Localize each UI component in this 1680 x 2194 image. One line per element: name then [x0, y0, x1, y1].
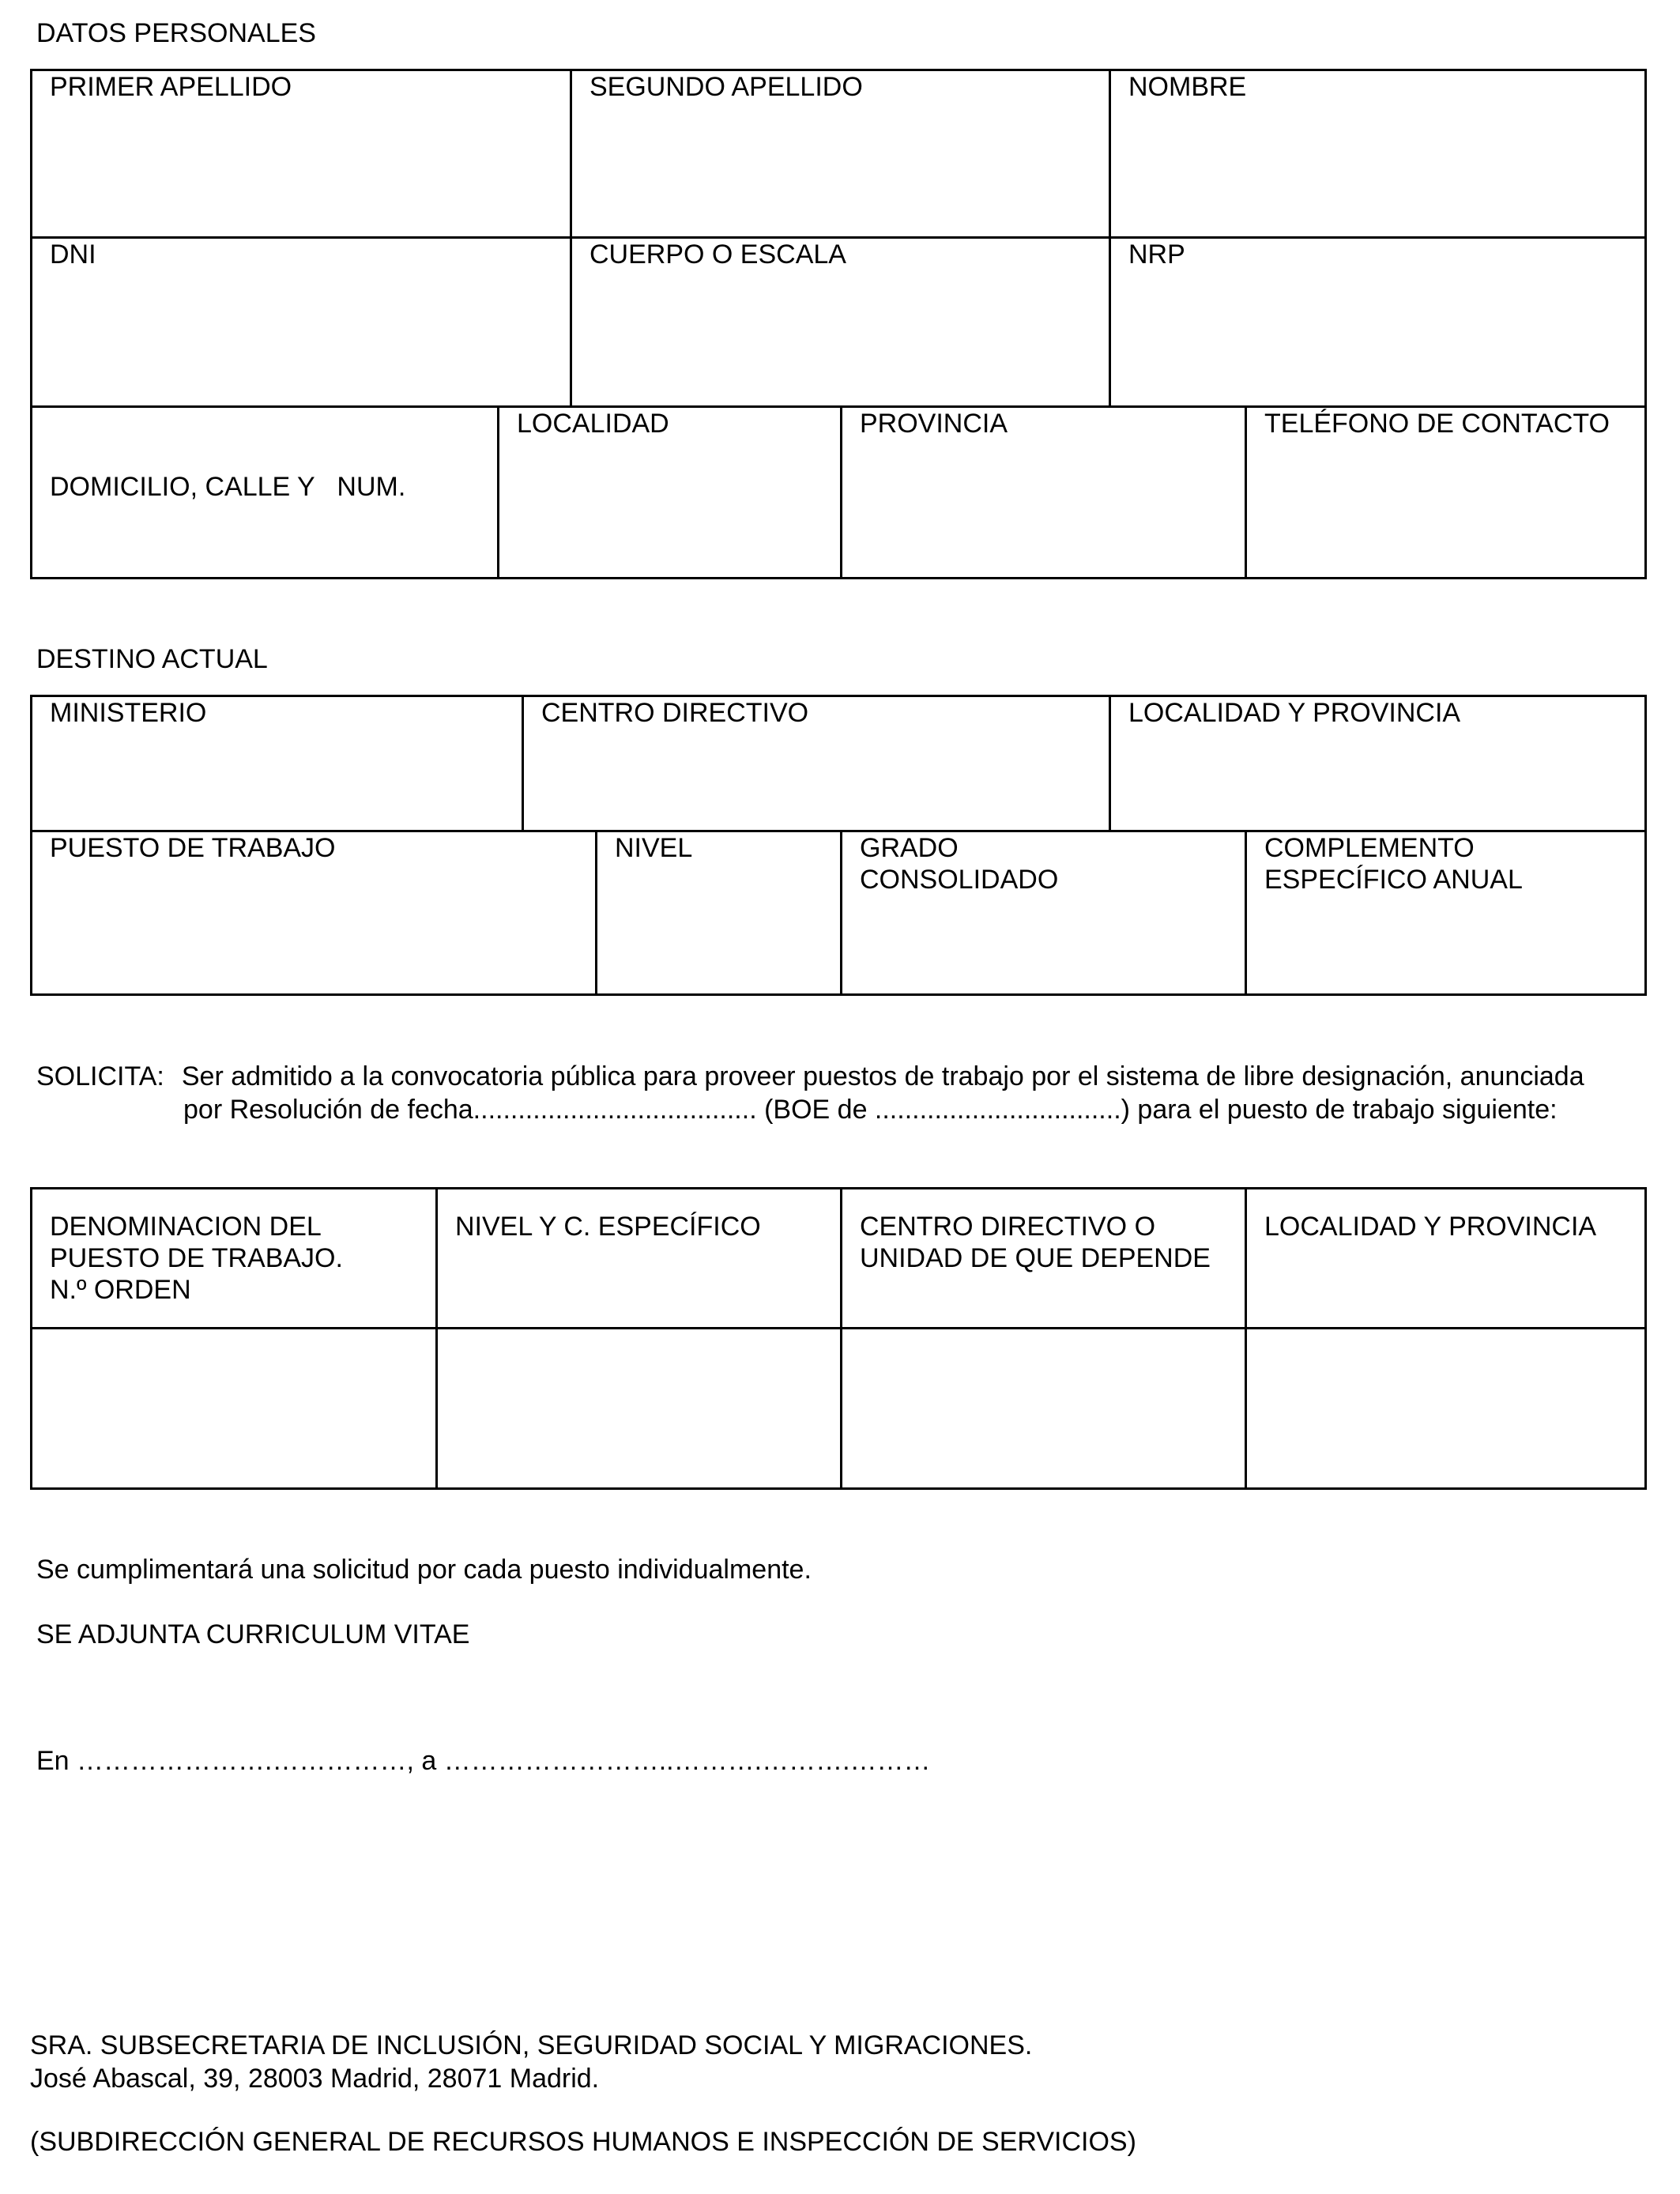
telefono-cell[interactable] [1247, 408, 1644, 577]
header-denominacion-label: DENOMINACION DEL PUESTO DE TRABAJO. N.º ORDEN [50, 1212, 343, 1305]
centro-directivo-field[interactable] [541, 790, 1091, 822]
grado-consolidado-label: GRADO CONSOLIDADO [860, 833, 1059, 895]
localidad-field[interactable] [517, 537, 823, 569]
addressee-address: José Abascal, 39, 28003 Madrid, 28071 Madrid. [30, 2064, 600, 2094]
grado-consolidado-field[interactable] [860, 954, 1227, 986]
section-title-destino-actual: DESTINO ACTUAL [36, 644, 268, 674]
header-centro-directivo-label: CENTRO DIRECTIVO O UNIDAD DE QUE DEPENDE [860, 1212, 1211, 1273]
destino-actual-table [30, 695, 1647, 996]
puesto-trabajo-cell[interactable] [32, 832, 595, 993]
dni-cell[interactable] [32, 239, 570, 405]
localidad-provincia-puesto-field[interactable] [1247, 1329, 1644, 1487]
domicilio-label: DOMICILIO, CALLE Y NUM. [50, 472, 406, 502]
localidad-provincia-field[interactable] [1128, 790, 1627, 822]
nivel-especifico-field[interactable] [438, 1329, 840, 1487]
nrp-field[interactable] [1128, 366, 1627, 398]
cuerpo-escala-field[interactable] [590, 366, 1091, 398]
puesto-trabajo-label: PUESTO DE TRABAJO [50, 833, 336, 863]
datos-personales-table [30, 69, 1647, 579]
complemento-especifico-label: COMPLEMENTO ESPECÍFICO ANUAL [1264, 833, 1523, 895]
addressee-department: (SUBDIRECCIÓN GENERAL DE RECURSOS HUMANOS E INSPECCIÓN DE SERVICIOS) [30, 2127, 1136, 2157]
localidad-label: LOCALIDAD [517, 409, 669, 439]
centro-directivo-unidad-field[interactable] [842, 1329, 1245, 1487]
complemento-especifico-field[interactable] [1264, 954, 1627, 986]
domicilio-cell[interactable] [32, 408, 497, 577]
localidad-provincia-cell[interactable] [1111, 697, 1644, 830]
primer-apellido-label: PRIMER APELLIDO [50, 72, 292, 102]
addressee-title: SRA. SUBSECRETARIA DE INCLUSIÓN, SEGURIDAD SOCIAL Y MIGRACIONES. [30, 2030, 1033, 2060]
nombre-label: NOMBRE [1128, 72, 1247, 102]
cuerpo-escala-label: CUERPO O ESCALA [590, 239, 846, 270]
denominacion-field[interactable] [32, 1329, 435, 1487]
telefono-label: TELÉFONO DE CONTACTO [1264, 409, 1610, 439]
note-curriculum: SE ADJUNTA CURRICULUM VITAE [36, 1619, 470, 1649]
provincia-field[interactable] [860, 537, 1227, 569]
place-date-line[interactable]: En ………………….……………, a ……………………..……….……….……… [36, 1746, 931, 1776]
segundo-apellido-cell[interactable] [572, 71, 1109, 236]
centro-directivo-label: CENTRO DIRECTIVO [541, 698, 809, 728]
header-nivel-especifico [438, 1211, 840, 1242]
header-localidad-provincia [1247, 1211, 1644, 1242]
nivel-field[interactable] [615, 954, 823, 986]
primer-apellido-cell[interactable] [32, 71, 570, 236]
section-title-datos-personales: DATOS PERSONALES [36, 18, 316, 48]
nombre-field[interactable] [1128, 197, 1627, 228]
header-centro-directivo [842, 1211, 1245, 1274]
solicita-text-2: por Resolución de fecha...................................... (BOE de .................................) para el puesto de trabajo siguiente: [183, 1095, 1558, 1125]
header-denominacion [32, 1211, 435, 1306]
localidad-provincia-label: LOCALIDAD Y PROVINCIA [1128, 698, 1461, 728]
nombre-cell[interactable] [1111, 71, 1644, 236]
nivel-label: NIVEL [615, 833, 693, 863]
ministerio-cell[interactable] [32, 697, 522, 830]
note-individual: Se cumplimentará una solicitud por cada puesto individualmente. [36, 1555, 812, 1585]
grado-consolidado-cell[interactable] [842, 832, 1245, 993]
provincia-cell[interactable] [842, 408, 1245, 577]
segundo-apellido-label: SEGUNDO APELLIDO [590, 72, 863, 102]
solicita-label: SOLICITA: [36, 1061, 164, 1091]
dni-field[interactable] [50, 366, 552, 398]
domicilio-field[interactable] [50, 537, 480, 569]
ministerio-label: MINISTERIO [50, 698, 207, 728]
solicita-text-1: Ser admitido a la convocatoria pública para proveer puestos de trabajo por el sistema de libre designación, anunciada [181, 1061, 1584, 1091]
complemento-especifico-cell[interactable] [1247, 832, 1644, 993]
header-localidad-provincia-label: LOCALIDAD Y PROVINCIA [1264, 1212, 1597, 1242]
provincia-label: PROVINCIA [860, 409, 1008, 439]
puesto-solicitado-table [30, 1187, 1647, 1490]
header-nivel-especifico-label: NIVEL Y C. ESPECÍFICO [455, 1212, 761, 1242]
ministerio-field[interactable] [50, 790, 504, 822]
nivel-cell[interactable] [597, 832, 840, 993]
nrp-cell[interactable] [1111, 239, 1644, 405]
dni-label: DNI [50, 239, 96, 270]
telefono-field[interactable] [1264, 537, 1627, 569]
segundo-apellido-field[interactable] [590, 197, 1091, 228]
primer-apellido-field[interactable] [50, 197, 552, 228]
centro-directivo-cell[interactable] [524, 697, 1109, 830]
solicita-line-1 [36, 1061, 1584, 1092]
puesto-trabajo-field[interactable] [50, 954, 578, 986]
nrp-label: NRP [1128, 239, 1185, 270]
cuerpo-escala-cell[interactable] [572, 239, 1109, 405]
localidad-cell[interactable] [499, 408, 840, 577]
